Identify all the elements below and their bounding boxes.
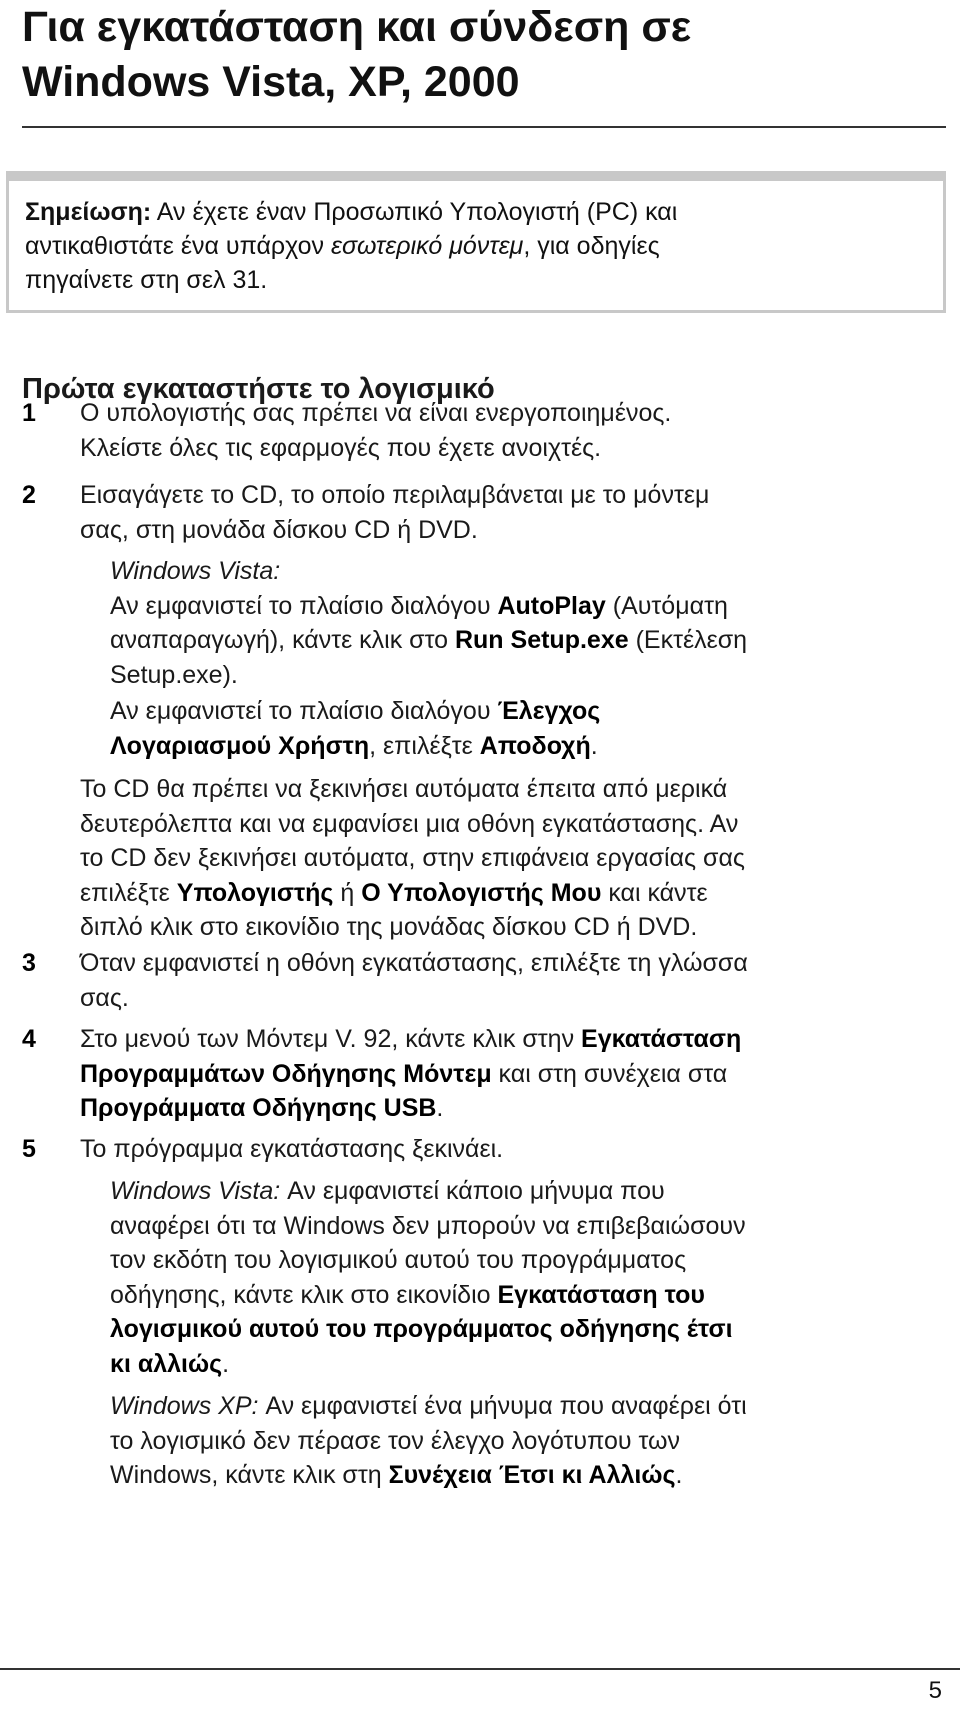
step-2-cd-info: Το CD θα πρέπει να ξεκινήσει αυτόματα έπειτα από μερικά δευτερόλεπτα και να εμφανίσει μια οθόνη εγκατάστασης. Αν το CD δεν ξεκινήσει αυτόματα, στην επιφάνεια εργασίας σας επιλέξτε Υπολογιστής ή Ο Υπολογιστής Μου και κάντε διπλό κλικ στο εικονίδιο της μονάδας δίσκου CD ή DVD. [80, 775, 745, 941]
xp-label: Windows XP: [110, 1392, 259, 1420]
step-2-vista-autoplay: Windows Vista: Αν εμφανιστεί το πλαίσιο διαλόγου AutoPlay (Αυτόματη αναπαραγωγή), κάντε κλικ στο Run Setup.exe (Εκτέλεση Setup.exe). [110, 557, 748, 689]
step-4-text: Στο μενού των Μόντεμ V. 92, κάντε κλικ στην Εγκατάσταση Προγραμμάτων Οδήγησης Μόντεμ και στη συνέχεια στα Προγράμματα Οδήγησης USB. [80, 1025, 742, 1122]
section-heading: Πρώτα εγκαταστήστε το λογισμικό [22, 373, 495, 405]
page-number: 5 [928, 1677, 942, 1704]
step-5-xp: Windows XP: Αν εμφανιστεί ένα μήνυμα που αναφέρει ότι το λογισμικό δεν πέρασε τον έλεγχο λογότυπου των Windows, κάντε κλικ στη Συνέχεια Έτσι κι Αλλιώς. [110, 1392, 747, 1489]
vista-label-2: Windows Vista: [110, 1177, 281, 1205]
step-number-5: 5 [22, 1135, 36, 1163]
step-5-text: Το πρόγραμμα εγκατάστασης ξεκινάει. [80, 1135, 504, 1163]
step-1-text: Ο υπολογιστής σας πρέπει να είναι ενεργοποιημένος. Κλείστε όλες τις εφαρμογές που έχετε ανοιχτές. [80, 399, 672, 462]
step-2-text: Εισαγάγετε το CD, το οποίο περιλαμβάνεται με το μόντεμ σας, στη μονάδα δίσκου CD ή DVD. [80, 481, 710, 544]
footer-divider [0, 1668, 960, 1670]
title-line-1: Για εγκατάσταση και σύνδεση σε [22, 3, 692, 51]
step-number-4: 4 [22, 1025, 36, 1053]
step-number-3: 3 [22, 949, 36, 977]
title-divider [22, 126, 946, 128]
step-number-2: 2 [22, 481, 36, 509]
page-title [22, 0, 942, 110]
step-2-uac: Αν εμφανιστεί το πλαίσιο διαλόγου Έλεγχος Λογαριασμού Χρήστη, επιλέξτε Αποδοχή. [110, 697, 601, 760]
title-line-2: Windows Vista, XP, 2000 [22, 58, 520, 106]
step-5-vista: Windows Vista: Αν εμφανιστεί κάποιο μήνυμα που αναφέρει ότι τα Windows δεν μπορούν να επιβεβαιώσουν τον εκδότη του λογισμικού αυτού του προγράμματος οδήγησης, κάντε κλικ στο εικονίδιο Εγκατάσταση του λογισμικού αυτού του προγράμματος οδήγησης έτσι κι αλλιώς. [110, 1177, 746, 1378]
step-3-text: Όταν εμφανιστεί η οθόνη εγκατάστασης, επιλέξτε τη γλώσσα σας. [80, 949, 748, 1012]
note-box: Σημείωση: Αν έχετε έναν Προσωπικό Υπολογιστή (PC) και αντικαθιστάτε ένα υπάρχον εσωτερικό μόντεμ, για οδηγίες πηγαίνετε στη σελ 31. [6, 171, 946, 313]
note-label: Σημείωση: [25, 198, 152, 226]
vista-label: Windows Vista: [110, 557, 281, 585]
step-number-1: 1 [22, 399, 36, 427]
